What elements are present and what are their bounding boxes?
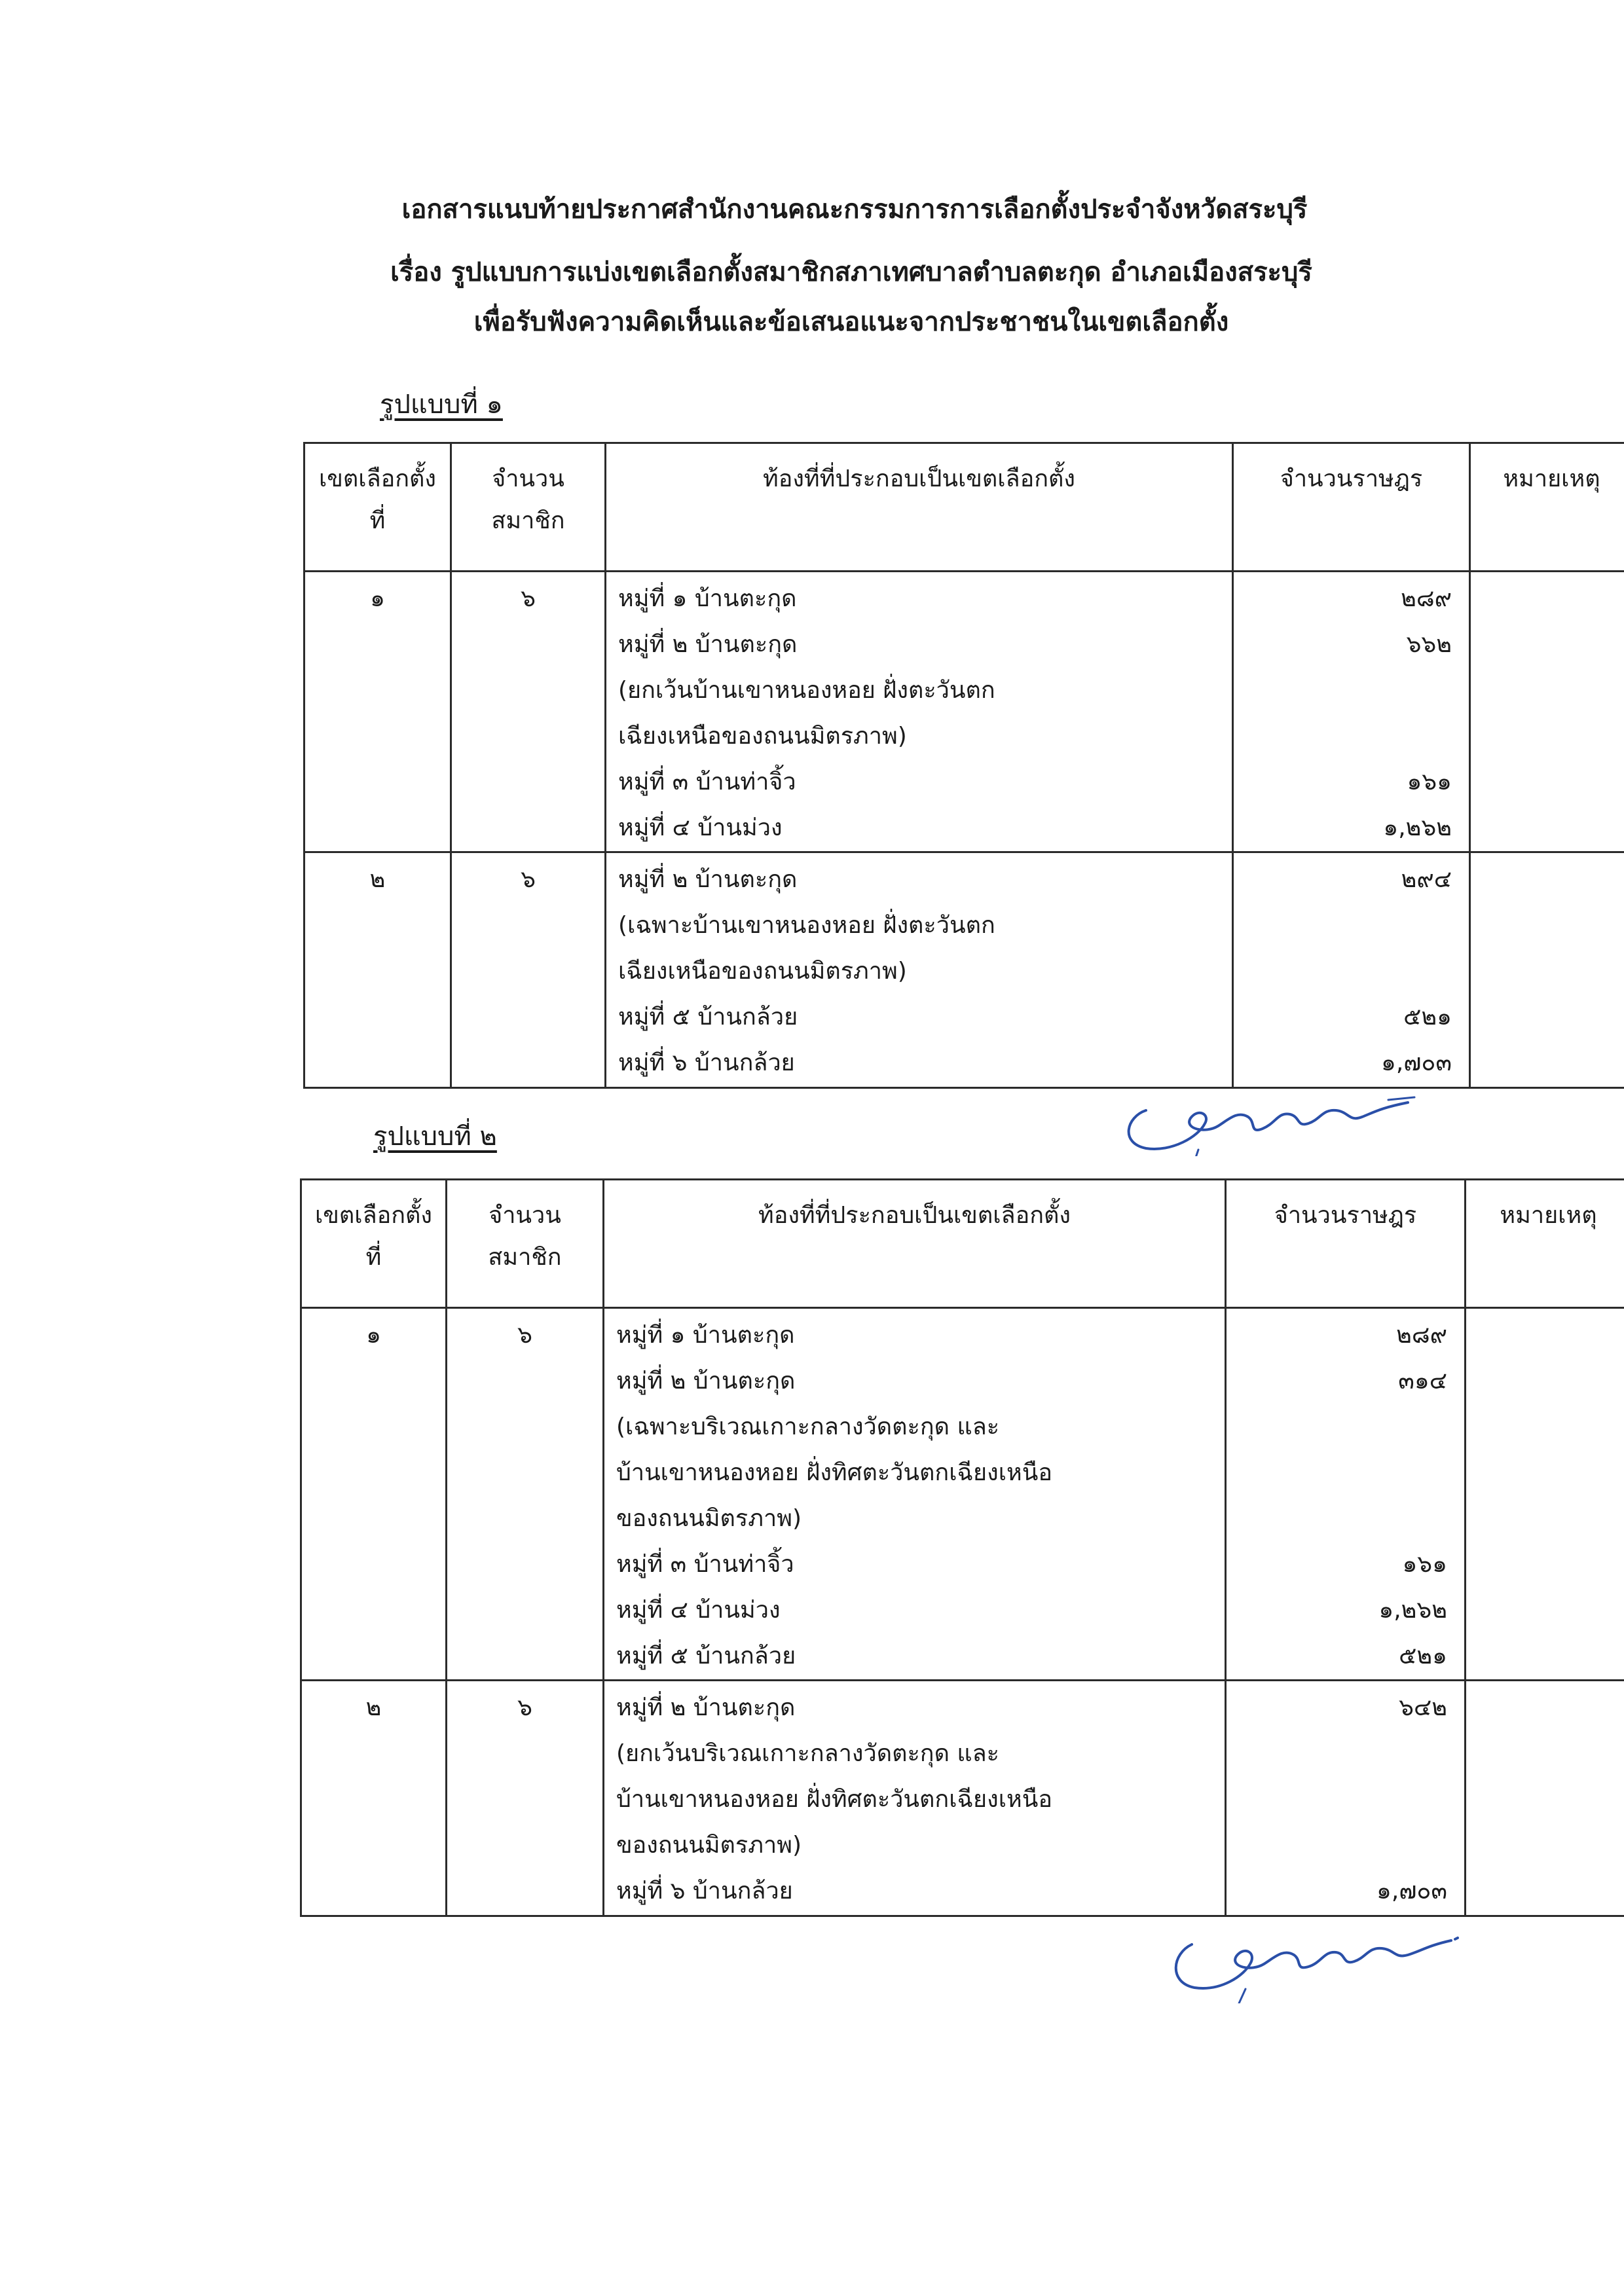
population-value: ๒๘๙ [1396, 1322, 1447, 1349]
table-row [301, 1308, 1624, 1681]
col-district-line1: เขตเลือกตั้ง [314, 1202, 433, 1229]
document-title: เอกสารแนบท้ายประกาศสำนักงานคณะกรรมการการเลือกตั้งประจำจังหวัดสระบุรี [401, 194, 1308, 225]
signature-stroke [1176, 1941, 1451, 1988]
area-list [606, 572, 1233, 852]
area-line: ของถนนมิตรภาพ) [616, 1832, 802, 1859]
area-line: หมู่ที่ ๒ บ้านตะกุด [616, 1694, 796, 1721]
population-value: ๑,๒๖๒ [1378, 1597, 1447, 1624]
form1-label: รูปแบบที่ ๑ [380, 390, 503, 420]
population-value [1233, 1777, 1447, 1823]
district-number: ๒ [301, 1681, 447, 1916]
area-line: หมู่ที่ ๑ บ้านตะกุด [616, 1322, 795, 1349]
population-value: ๒๘๙ [1401, 585, 1452, 612]
form1-table [303, 442, 1624, 1089]
signature-dash [1388, 1097, 1414, 1100]
col-members-line2: สมาชิก [491, 507, 565, 534]
col-members-line1: จำนวน [492, 465, 564, 492]
col-district-header [301, 1180, 447, 1308]
col-district-header [304, 443, 451, 572]
population-value [1240, 949, 1452, 994]
district-number: ๑ [301, 1308, 447, 1681]
form2-table [300, 1178, 1624, 1917]
area-line: (ยกเว้นบริเวณเกาะกลางวัดตะกุด และ [616, 1740, 999, 1767]
population-value [1233, 1823, 1447, 1868]
col-members-header [451, 443, 606, 572]
area-line: หมู่ที่ ๒ บ้านตะกุด [618, 866, 798, 893]
form1-header-row [304, 443, 1624, 572]
member-count: ๖ [447, 1681, 604, 1916]
population-value: ๖๔๒ [1399, 1694, 1447, 1721]
population-value: ๕๒๑ [1403, 1004, 1452, 1030]
area-list [604, 1308, 1226, 1681]
col-district-line2: ที่ [369, 507, 386, 534]
population-value: ๑,๗๐๓ [1376, 1878, 1447, 1904]
signature-1 [1100, 1071, 1428, 1156]
signature-tick [1192, 1150, 1198, 1156]
area-line: หมู่ที่ ๕ บ้านกล้วย [616, 1643, 796, 1669]
area-line: บ้านเขาหนองหอย ฝั่งทิศตะวันตกเฉียงเหนือ [616, 1786, 1052, 1813]
col-district-line1: เขตเลือกตั้ง [318, 465, 437, 492]
remarks-cell [1466, 1308, 1624, 1681]
population-list [1233, 572, 1470, 852]
area-line: เฉียงเหนือของถนนมิตรภาพ) [618, 958, 907, 985]
col-remarks-header: หมายเหตุ [1466, 1180, 1624, 1308]
population-value [1233, 1450, 1447, 1496]
population-value: ๖๖๒ [1406, 631, 1452, 658]
form2-label: รูปแบบที่ ๒ [373, 1121, 497, 1152]
member-count: ๖ [451, 852, 606, 1088]
area-line: หมู่ที่ ๔ บ้านม่วง [618, 814, 783, 841]
remarks-cell [1470, 852, 1624, 1088]
table-row [301, 1681, 1624, 1916]
col-members-line2: สมาชิก [488, 1244, 562, 1271]
area-line: (เฉพาะบ้านเขาหนองหอย ฝั่งตะวันตก [618, 912, 995, 939]
population-value [1233, 1496, 1447, 1542]
population-value: ๑๖๑ [1402, 1551, 1447, 1578]
population-value: ๑,๒๖๒ [1383, 814, 1452, 841]
area-line: หมู่ที่ ๒ บ้านตะกุด [618, 631, 798, 658]
area-line: เฉียงเหนือของถนนมิตรภาพ) [618, 723, 907, 750]
signature-tick [1239, 1989, 1246, 2003]
col-district-line2: ที่ [365, 1244, 382, 1271]
table-row [304, 852, 1624, 1088]
population-list [1226, 1681, 1466, 1916]
col-area-header: ท้องที่ที่ประกอบเป็นเขตเลือกตั้ง [606, 443, 1233, 572]
document-purpose: เพื่อรับฟังความคิดเห็นและข้อเสนอแนะจากประชาชนในเขตเลือกตั้ง [473, 307, 1229, 337]
population-value [1240, 714, 1452, 759]
population-value [1233, 1404, 1447, 1450]
area-line: (ยกเว้นบ้านเขาหนองหอย ฝั่งตะวันตก [618, 677, 995, 704]
population-value: ๕๒๑ [1399, 1643, 1447, 1669]
area-line: ของถนนมิตรภาพ) [616, 1505, 802, 1532]
signature-2 [1153, 1905, 1467, 2003]
area-line: หมู่ที่ ๕ บ้านกล้วย [618, 1004, 798, 1030]
population-value: ๒๙๔ [1401, 866, 1452, 893]
col-population-header: จำนวนราษฎร [1233, 443, 1470, 572]
district-number: ๑ [304, 572, 451, 852]
district-number: ๒ [304, 852, 451, 1088]
population-value: ๓๑๔ [1398, 1368, 1447, 1394]
population-value: ๑,๗๐๓ [1381, 1049, 1452, 1076]
area-line: หมู่ที่ ๒ บ้านตะกุด [616, 1368, 796, 1394]
signature-stroke [1129, 1102, 1408, 1149]
area-line: หมู่ที่ ๖ บ้านกล้วย [618, 1049, 795, 1076]
col-population-header: จำนวนราษฎร [1226, 1180, 1466, 1308]
col-members-line1: จำนวน [489, 1202, 561, 1229]
member-count: ๖ [451, 572, 606, 852]
area-list [606, 852, 1233, 1088]
area-line: หมู่ที่ ๖ บ้านกล้วย [616, 1878, 793, 1904]
population-value: ๑๖๑ [1407, 769, 1452, 795]
area-line: หมู่ที่ ๔ บ้านม่วง [616, 1597, 781, 1624]
document-subject: เรื่อง รูปแบบการแบ่งเขตเลือกตั้งสมาชิกสภาเทศบาลตำบลตะกุด อำเภอเมืองสระบุรี [390, 257, 1312, 287]
area-line: หมู่ที่ ๓ บ้านท่าจิ้ว [616, 1551, 794, 1578]
form2-header-row [301, 1180, 1624, 1308]
area-line: บ้านเขาหนองหอย ฝั่งทิศตะวันตกเฉียงเหนือ [616, 1459, 1052, 1486]
population-value [1240, 903, 1452, 949]
population-list [1233, 852, 1470, 1088]
col-members-header [447, 1180, 604, 1308]
col-remarks-header: หมายเหตุ [1470, 443, 1624, 572]
area-line: หมู่ที่ ๓ บ้านท่าจิ้ว [618, 769, 796, 795]
population-list [1226, 1308, 1466, 1681]
remarks-cell [1466, 1681, 1624, 1916]
table-row [304, 572, 1624, 852]
area-line: (เฉพาะบริเวณเกาะกลางวัดตะกุด และ [616, 1413, 1000, 1440]
col-area-header: ท้องที่ที่ประกอบเป็นเขตเลือกตั้ง [604, 1180, 1226, 1308]
area-list [604, 1681, 1226, 1916]
member-count: ๖ [447, 1308, 604, 1681]
signature-dot [1455, 1938, 1458, 1939]
population-value [1240, 668, 1452, 714]
population-value [1233, 1731, 1447, 1777]
area-line: หมู่ที่ ๑ บ้านตะกุด [618, 585, 797, 612]
remarks-cell [1470, 572, 1624, 852]
